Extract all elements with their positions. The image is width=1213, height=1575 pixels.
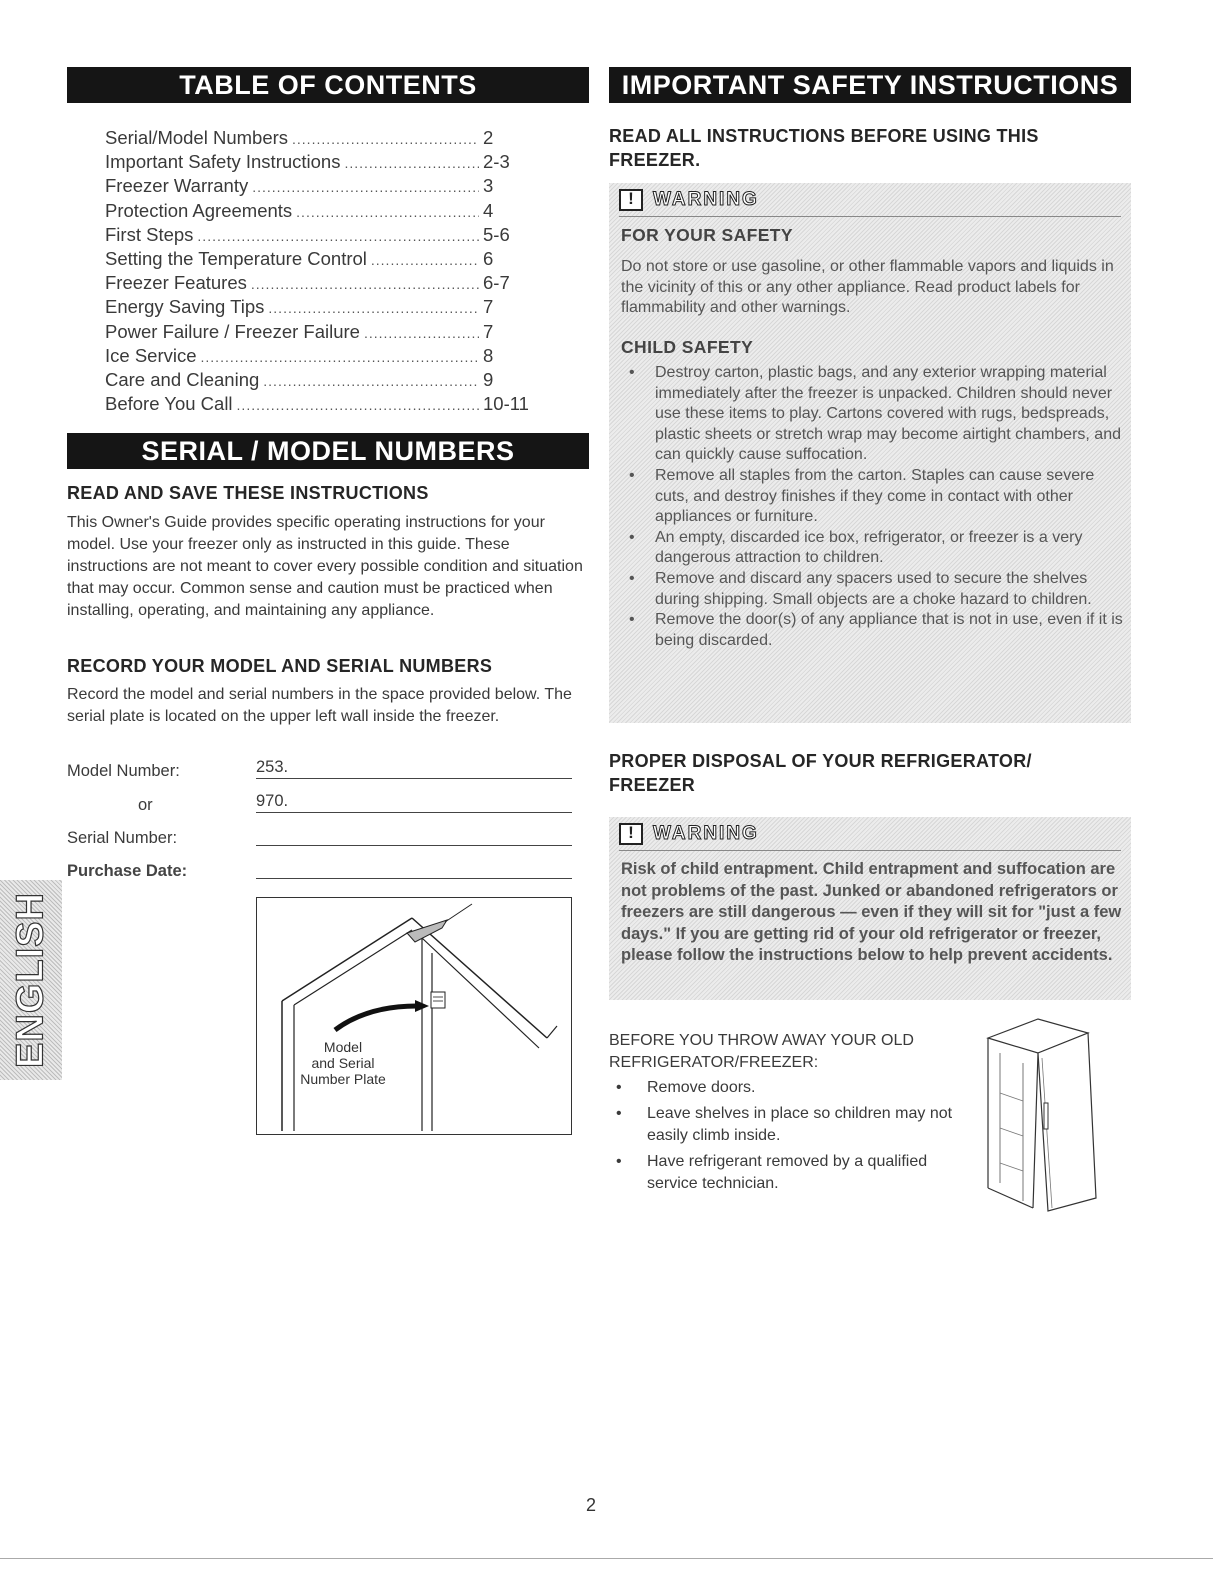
disposal-step: • Remove doors. <box>616 1077 961 1099</box>
language-tab <box>0 880 62 1080</box>
serial-plate-diagram <box>256 897 572 1135</box>
entrapment-warning-text: Risk of child entrapment. Child entrapment and suffocation are not problems of the past. Junked or abandoned refrigerators or freezers are still dangerous — even if they will sit for "just a few days." If you are getting rid of your old refrigerator or freezer, please follow the instructions below to help prevent accidents. <box>621 860 1122 964</box>
toc-item-title: Important Safety Instructions <box>105 151 341 173</box>
toc-item-title: Protection Agreements <box>105 199 293 221</box>
toc-item-title: Care and Cleaning <box>105 368 260 390</box>
toc-item[interactable] <box>105 200 535 224</box>
serial-number-label: Serial Number: <box>67 829 178 847</box>
toc-item-title: Ice Service <box>105 344 197 366</box>
toc-item-page: 8 <box>483 344 494 366</box>
toc-item-page: 6-7 <box>483 272 510 294</box>
before-throw-away: BEFORE YOU THROW AWAY YOUR OLD REFRIGERATOR/FREEZER: <box>609 1032 914 1071</box>
disposal-step: • Leave shelves in place so children may not easily climb inside. <box>616 1103 961 1147</box>
record-text: Record the model and serial numbers in the space provided below. The serial plate is located on the upper left wall inside the freezer. <box>67 686 572 725</box>
toc-item-title: Power Failure / Freezer Failure <box>105 320 360 342</box>
toc-item-page: 10-11 <box>483 393 529 415</box>
toc-item-title: Setting the Temperature Control <box>105 247 367 269</box>
purchase-date-field[interactable] <box>256 858 572 879</box>
read-save-text: This Owner's Guide provides specific operating instructions for your model. Use your freezer only as instructed in this guide. These instructions are not meant to cover every possible condition and situation that may occur. Common sense and caution must be practiced when installing, operating, and maintaining any appliance. <box>67 514 583 619</box>
child-safety-heading: CHILD SAFETY <box>621 337 754 357</box>
disposal-steps-list <box>616 1077 961 1199</box>
diagram-caption-line1: Model <box>323 1039 363 1055</box>
toc-leader <box>268 300 479 316</box>
model-number-field-970[interactable]: 970. <box>256 792 572 813</box>
warning-header <box>619 823 759 845</box>
toc-leader <box>252 179 479 195</box>
child-safety-item: • Remove all staples from the carton. Staples can cause severe cuts, and destroy finishes if they come in contact with other appliances or furniture. <box>629 466 1124 528</box>
serial-number-field[interactable] <box>256 825 572 846</box>
page-number: 2 <box>586 1495 597 1515</box>
toc-item-title: Before You Call <box>105 393 233 415</box>
toc-item-page: 4 <box>483 199 494 221</box>
toc-item[interactable] <box>105 369 535 393</box>
toc-leader <box>263 373 479 389</box>
toc-item[interactable] <box>105 224 535 248</box>
toc-item-page: 3 <box>483 175 494 197</box>
diagram-caption-line3: Number Plate <box>300 1071 386 1087</box>
toc-list <box>105 127 535 417</box>
toc-item[interactable] <box>105 321 535 345</box>
toc-item-title: Freezer Features <box>105 272 247 294</box>
refrigerator-illustration <box>978 1013 1100 1213</box>
child-safety-item: • Destroy carton, plastic bags, and any exterior wrapping material immediately after the freezer is unpacked. Children should never use these items to play. Cartons covered with rugs, bedspreads, plastic sheets or stretch wrap may become airtight chambers, and can quickly cause suffocation. <box>629 363 1124 466</box>
purchase-date-label: Purchase Date: <box>67 862 188 880</box>
toc-item-page: 9 <box>483 368 494 390</box>
read-all-heading: READ ALL INSTRUCTIONS BEFORE USING THIS FREEZER. <box>609 126 1039 170</box>
toc-leader <box>251 276 479 292</box>
disposal-heading: PROPER DISPOSAL OF YOUR REFRIGERATOR/ FREEZER <box>609 751 1032 795</box>
toc-leader <box>344 155 479 171</box>
toc-item[interactable] <box>105 345 535 369</box>
toc-leader <box>201 349 479 365</box>
record-heading: RECORD YOUR MODEL AND SERIAL NUMBERS <box>67 656 493 676</box>
warning-triangle-icon <box>619 823 643 845</box>
toc-item[interactable] <box>105 127 535 151</box>
model-number-label: Model Number: <box>67 762 180 780</box>
toc-banner: TABLE OF CONTENTS <box>67 67 589 103</box>
toc-leader <box>292 131 479 147</box>
for-your-safety-heading: FOR YOUR SAFETY <box>621 225 793 245</box>
diagram-caption-line2: and Serial <box>311 1055 375 1071</box>
toc-leader <box>371 252 479 268</box>
toc-leader <box>296 204 479 220</box>
child-safety-item: • Remove the door(s) of any appliance that is not in use, even if it is being discarded. <box>629 610 1124 651</box>
child-safety-item: • An empty, discarded ice box, refrigerator, or freezer is a very dangerous attraction to children. <box>629 528 1124 569</box>
warning-box-safety <box>609 183 1131 723</box>
serial-model-banner: SERIAL / MODEL NUMBERS <box>67 433 589 469</box>
disposal-step: • Have refrigerant removed by a qualified service technician. <box>616 1151 961 1195</box>
child-safety-item: • Remove and discard any spacers used to secure the shelves during shipping. Small objects are a choke hazard to children. <box>629 569 1124 610</box>
toc-item[interactable] <box>105 248 535 272</box>
toc-item[interactable] <box>105 296 535 320</box>
model-number-field-253[interactable]: 253. <box>256 758 572 779</box>
child-safety-list <box>629 363 1124 651</box>
warning-box-disposal <box>609 817 1131 1000</box>
toc-leader <box>197 228 479 244</box>
warning-word: WARNING <box>653 189 759 210</box>
toc-item[interactable] <box>105 393 535 417</box>
toc-item-title: Serial/Model Numbers <box>105 127 289 148</box>
warning-divider <box>619 216 1121 217</box>
toc-item-title: Freezer Warranty <box>105 175 249 197</box>
warning-header <box>619 189 759 211</box>
toc-item-page: 7 <box>483 320 494 342</box>
toc-item-page: 7 <box>483 296 494 318</box>
toc-item-title: Energy Saving Tips <box>105 296 265 318</box>
safety-banner: IMPORTANT SAFETY INSTRUCTIONS <box>609 67 1131 103</box>
or-label: or <box>138 796 153 814</box>
read-save-heading: READ AND SAVE THESE INSTRUCTIONS <box>67 483 429 503</box>
freezer-corner-illustration <box>257 898 570 1133</box>
toc-item[interactable] <box>105 175 535 199</box>
toc-item[interactable] <box>105 272 535 296</box>
language-tab-label: ENGLISH <box>9 892 52 1068</box>
warning-word: WARNING <box>653 823 759 844</box>
toc-item-title: First Steps <box>105 223 194 245</box>
toc-item-page: 2 <box>483 127 494 148</box>
toc-item-page: 2-3 <box>483 151 510 173</box>
bottom-rule <box>0 1558 1213 1559</box>
for-your-safety-text: Do not store or use gasoline, or other flammable vapors and liquids in the vicinity of this or any other appliance. Read product labels for flammability and other warnings. <box>621 258 1114 317</box>
warning-triangle-icon <box>619 189 643 211</box>
toc-item-page: 6 <box>483 247 494 269</box>
warning-divider <box>619 850 1121 851</box>
toc-leader <box>237 397 479 413</box>
toc-leader <box>364 325 479 341</box>
toc-item[interactable] <box>105 151 535 175</box>
toc-item-page: 5-6 <box>483 223 510 245</box>
